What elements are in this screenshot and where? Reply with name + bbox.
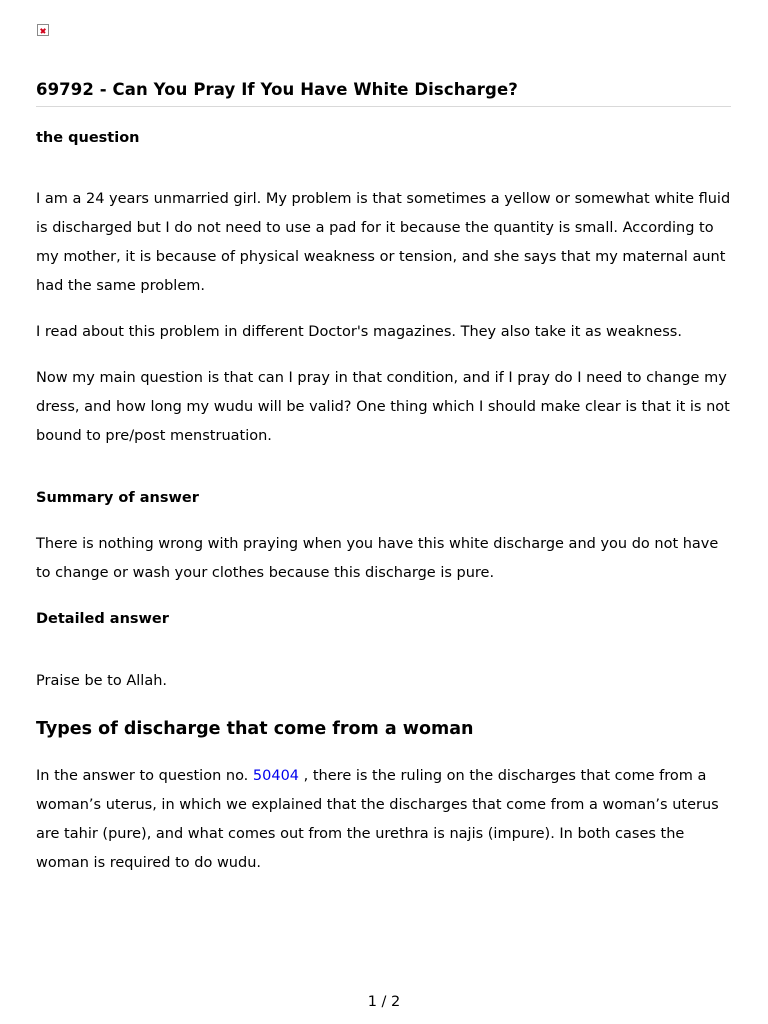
question-paragraph: I read about this problem in different Doctor's magazines. They also take it as weakness. [36,324,682,340]
section-text-before-link: In the answer to question no. [36,768,253,784]
question-50404-link[interactable]: 50404 [252,768,300,784]
section-heading: Types of discharge that come from a woman [36,719,474,739]
page-title: 69792 - Can You Pray If You Have White Discharge? [36,80,518,99]
summary-text: There is nothing wrong with praying when you have this white discharge and you do not have to change or wash your clothes because this discharge is pure. [36,536,719,581]
question-label: the question [36,130,140,146]
section-text-after-link: , there is the ruling on the discharges that come from a woman’s uterus, in which we explained that the discharges that come from a woman’s uterus are tahir (pure), and what comes out from the urethra is najis (impure). In both cases the woman is required to do wudu. [36,768,719,871]
page-indicator: 1 / 2 [367,994,401,1010]
title-divider [36,106,731,107]
question-paragraph: I am a 24 years unmarried girl. My problem is that sometimes a yellow or somewhat white fluid is discharged but I do not need to use a pad for it because the quantity is small. According to my mother, it is because of physical weakness or tension, and she says that my maternal aunt had the same problem. [36,191,731,294]
broken-image-icon [37,24,49,36]
detailed-answer-label: Detailed answer [36,611,169,627]
summary-label: Summary of answer [36,490,199,506]
section-paragraph [36,762,736,878]
praise-text: Praise be to Allah. [36,673,168,689]
question-paragraph: Now my main question is that can I pray in that condition, and if I pray do I need to change my dress, and how long my wudu will be valid? One thing which I should make clear is that it is not bound to pre/post menstruation. [36,370,730,444]
